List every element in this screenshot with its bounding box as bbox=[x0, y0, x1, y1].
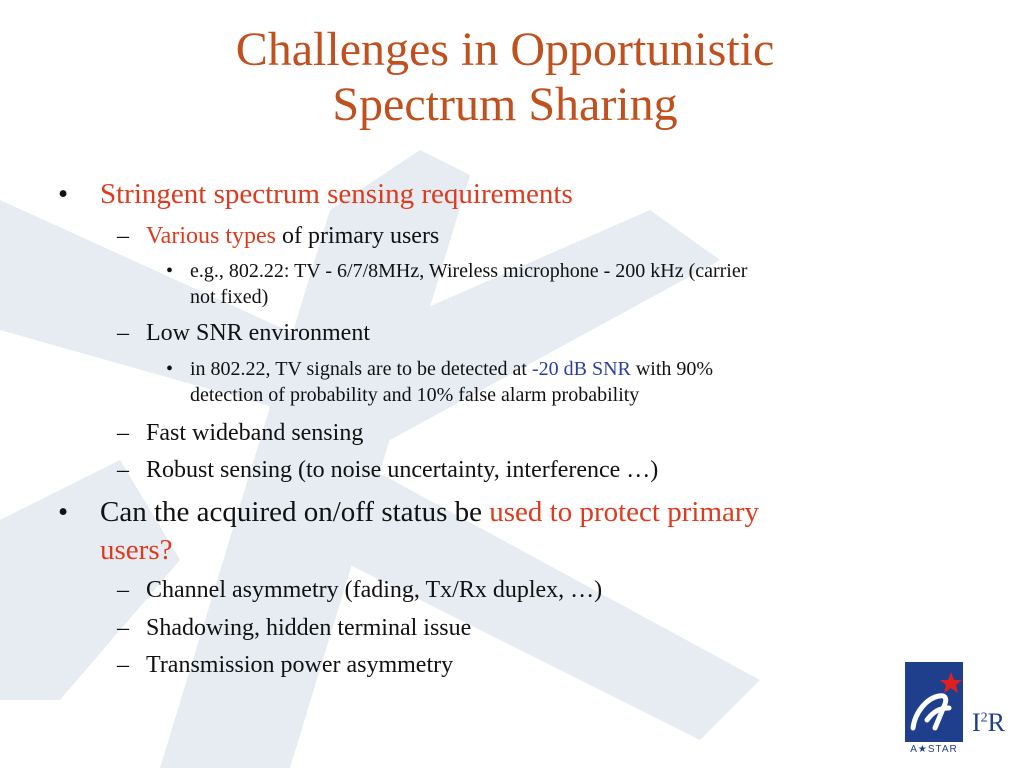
astar-i2r-logo bbox=[905, 662, 1020, 762]
logo-i2r-text bbox=[972, 708, 1005, 738]
bullet-text: Shadowing, hidden terminal issue bbox=[146, 615, 472, 641]
text-post: with 90% bbox=[630, 358, 714, 380]
logo-box bbox=[905, 662, 963, 742]
highlight-protect: used to protect primary bbox=[489, 496, 760, 528]
highlight-users: users? bbox=[100, 534, 173, 566]
bullet-text-line-2: not fixed) bbox=[190, 286, 269, 308]
bullet-text bbox=[146, 221, 439, 251]
title-line-1: Challenges in Opportunistic bbox=[235, 23, 775, 76]
dash-marker: – bbox=[117, 457, 129, 483]
bullet-text-line-1 bbox=[100, 494, 759, 530]
bullet-text-line-1: e.g., 802.22: TV - 6/7/8MHz, Wireless microphone - 200 kHz (carrier bbox=[190, 260, 748, 282]
bullet-text: Transmission power asymmetry bbox=[146, 652, 454, 678]
highlight-various-types: Various types bbox=[146, 223, 276, 249]
highlight-snr: -20 dB SNR bbox=[531, 358, 631, 380]
bullet-text: Robust sensing (to noise uncertainty, interference …) bbox=[146, 457, 659, 483]
bullet-text: Fast wideband sensing bbox=[146, 420, 364, 446]
bullet-text-line-1 bbox=[190, 356, 713, 382]
bullet-l1-acquired-status-cont bbox=[100, 532, 172, 568]
dash-marker: – bbox=[117, 420, 129, 446]
title-line-2: Spectrum Sharing bbox=[332, 78, 678, 131]
bullet-text: Channel asymmetry (fading, Tx/Rx duplex, …) bbox=[146, 577, 603, 603]
logo-sup: 2 bbox=[980, 710, 988, 726]
bullet-l3-example-cont bbox=[190, 284, 268, 310]
bullet-text: Low SNR environment bbox=[146, 320, 370, 346]
logo-astar-text: A★STAR bbox=[910, 744, 958, 755]
logo-r: R bbox=[987, 708, 1006, 737]
dash-marker: – bbox=[117, 652, 129, 678]
logo-i: I bbox=[972, 708, 981, 737]
bullet-marker: • bbox=[166, 358, 174, 380]
bullet-marker: • bbox=[58, 178, 69, 210]
bullet-marker: • bbox=[166, 260, 174, 282]
dash-marker: – bbox=[117, 577, 129, 603]
dash-marker: – bbox=[117, 615, 129, 641]
dash-marker: – bbox=[117, 320, 129, 346]
text-pre: Can the acquired on/off status be bbox=[100, 496, 490, 528]
bullet-l3-802-22-cont bbox=[190, 382, 639, 408]
bullet-marker: • bbox=[58, 496, 69, 528]
dash-marker: – bbox=[117, 223, 129, 249]
text-pre: in 802.22, TV signals are to be detected at bbox=[190, 358, 532, 380]
text-rest: of primary users bbox=[275, 223, 440, 249]
slide-title bbox=[100, 22, 910, 132]
bullet-text-line-2: detection of probability and 10% false alarm probability bbox=[190, 384, 640, 406]
logo-mark-icon bbox=[905, 662, 963, 742]
bullet-text: Stringent spectrum sensing requirements bbox=[100, 178, 573, 210]
